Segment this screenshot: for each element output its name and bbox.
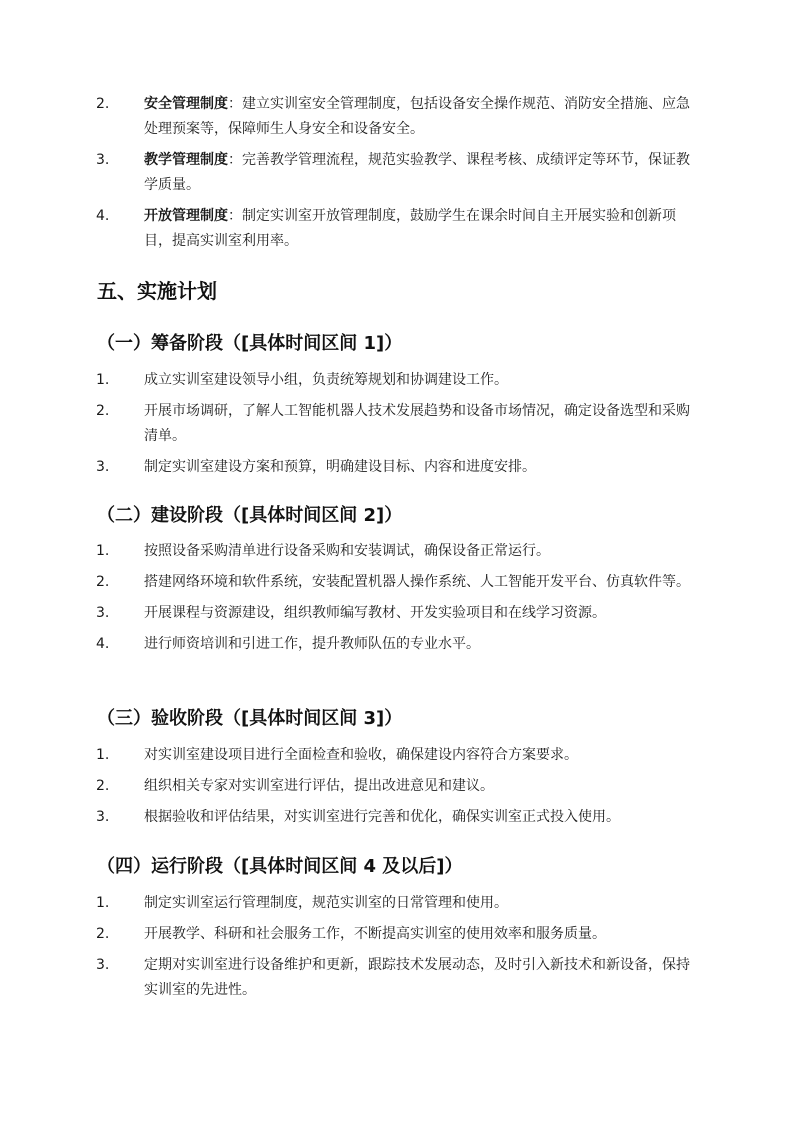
list-item xyxy=(0,399,794,449)
phase-heading: （四）运行阶段（[具体时间区间 4 及以后]） xyxy=(97,856,463,877)
list-number: 1. xyxy=(96,895,110,911)
list-number: 2. xyxy=(96,574,110,590)
list-number: 3. xyxy=(96,957,110,973)
list-item xyxy=(0,743,794,768)
list-item xyxy=(0,632,794,657)
list-item xyxy=(0,92,794,142)
list-number: 4. xyxy=(96,636,110,652)
list-item xyxy=(0,368,794,393)
list-item xyxy=(0,539,794,564)
list-text: 组织相关专家对实训室进行评估，提出改进意见和建议。 xyxy=(144,778,494,794)
phase-list xyxy=(0,368,794,486)
list-item xyxy=(0,805,794,830)
list-term: 开放管理制度 xyxy=(144,208,228,224)
phase-heading: （一）筹备阶段（[具体时间区间 1]） xyxy=(97,333,403,354)
list-separator: ： xyxy=(228,96,242,112)
list-text: 制定实训室建设方案和预算，明确建设目标、内容和进度安排。 xyxy=(144,459,536,475)
list-term: 安全管理制度 xyxy=(144,96,228,112)
list-text: 开展市场调研，了解人工智能机器人技术发展趋势和设备市场情况，确定设备选型和采购清单。 xyxy=(144,403,690,444)
list-number: 2. xyxy=(96,96,110,112)
list-number: 2. xyxy=(96,926,110,942)
list-number: 2. xyxy=(96,778,110,794)
list-text: 对实训室建设项目进行全面检查和验收，确保建设内容符合方案要求。 xyxy=(144,747,578,763)
list-text: 制定实训室开放管理制度，鼓励学生在课余时间自主开展实验和创新项目，提高实训室利用率。 xyxy=(144,208,676,249)
list-item xyxy=(0,891,794,916)
list-item xyxy=(0,922,794,947)
list-item xyxy=(0,601,794,626)
list-number: 4. xyxy=(96,208,110,224)
list-text: 定期对实训室进行设备维护和更新，跟踪技术发展动态，及时引入新技术和新设备，保持实训室的先进性。 xyxy=(144,957,690,998)
list-text: 完善教学管理流程，规范实验教学、课程考核、成绩评定等环节，保证教学质量。 xyxy=(144,152,690,193)
list-number: 1. xyxy=(96,543,110,559)
list-text: 按照设备采购清单进行设备采购和安装调试，确保设备正常运行。 xyxy=(144,543,550,559)
list-number: 2. xyxy=(96,403,110,419)
list-item xyxy=(0,953,794,1003)
list-separator: ： xyxy=(228,152,242,168)
list-item xyxy=(0,148,794,198)
list-text: 成立实训室建设领导小组，负责统筹规划和协调建设工作。 xyxy=(144,372,508,388)
list-text: 开展课程与资源建设，组织教师编写教材、开发实验项目和在线学习资源。 xyxy=(144,605,606,621)
list-number: 1. xyxy=(96,372,110,388)
phase-heading: （三）验收阶段（[具体时间区间 3]） xyxy=(97,708,403,729)
list-item xyxy=(0,570,794,595)
list-text: 制定实训室运行管理制度，规范实训室的日常管理和使用。 xyxy=(144,895,508,911)
list-item xyxy=(0,455,794,480)
list-text: 根据验收和评估结果，对实训室进行完善和优化，确保实训室正式投入使用。 xyxy=(144,809,620,825)
list-separator: ： xyxy=(228,208,242,224)
phase-heading: （二）建设阶段（[具体时间区间 2]） xyxy=(97,505,403,526)
list-number: 3. xyxy=(96,605,110,621)
list-number: 3. xyxy=(96,152,110,168)
list-number: 3. xyxy=(96,459,110,475)
list-text: 开展教学、科研和社会服务工作，不断提高实训室的使用效率和服务质量。 xyxy=(144,926,606,942)
list-item xyxy=(0,774,794,799)
management-system-list xyxy=(0,92,794,260)
phase-list xyxy=(0,743,794,836)
list-number: 1. xyxy=(96,747,110,763)
list-text: 搭建网络环境和软件系统，安装配置机器人操作系统、人工智能开发平台、仿真软件等。 xyxy=(144,574,690,590)
list-number: 3. xyxy=(96,809,110,825)
list-text: 建立实训室安全管理制度，包括设备安全操作规范、消防安全措施、应急处理预案等，保障师生人身安全和设备安全。 xyxy=(144,96,690,137)
phase-list xyxy=(0,539,794,663)
section-heading: 五、实施计划 xyxy=(97,279,217,303)
phase-list xyxy=(0,891,794,1009)
list-item xyxy=(0,204,794,254)
list-term: 教学管理制度 xyxy=(144,152,228,168)
list-text: 进行师资培训和引进工作，提升教师队伍的专业水平。 xyxy=(144,636,480,652)
